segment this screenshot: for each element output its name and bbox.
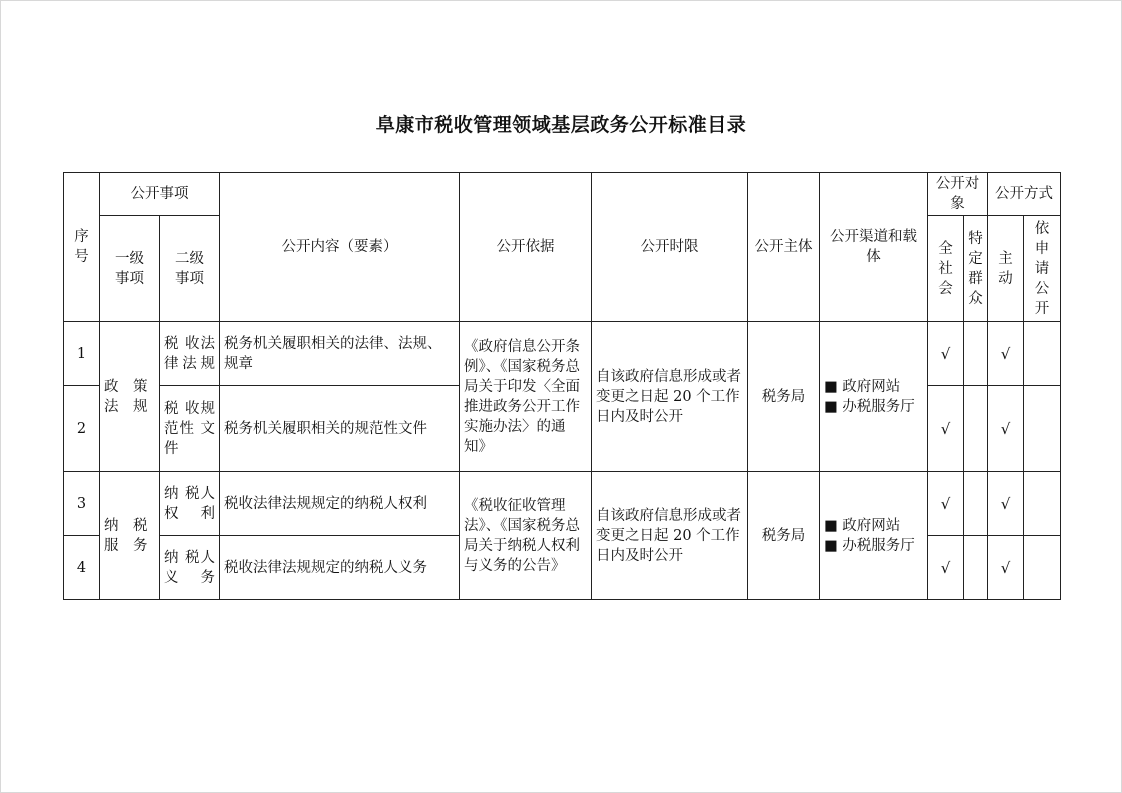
row-check-specific — [964, 472, 988, 536]
row-time-limit: 自该政府信息形成或者变更之日起 20 个工作日内及时公开 — [592, 472, 748, 600]
row-check-active: √ — [988, 386, 1024, 472]
row-level1: 纳 税服务 — [100, 472, 160, 600]
row-channel — [820, 472, 928, 600]
header-audience-specific: 特定群众 — [964, 216, 988, 322]
header-basis: 公开依据 — [460, 173, 592, 322]
row-check-specific — [964, 322, 988, 386]
header-time-limit: 公开时限 — [592, 173, 748, 322]
row-subject: 税务局 — [748, 472, 820, 600]
row-level2: 税 收规 范性 文件 — [160, 386, 220, 472]
header-subject: 公开主体 — [748, 173, 820, 322]
row-level2: 税 收法 律法规 — [160, 322, 220, 386]
row-check-request — [1024, 322, 1061, 386]
row-content: 税收法律法规规定的纳税人权利 — [220, 472, 460, 536]
header-method-active: 主动 — [988, 216, 1024, 322]
channel-website: ■ 政府网站 — [824, 517, 901, 534]
disclosure-catalog-table — [63, 172, 1061, 600]
row-check-active: √ — [988, 322, 1024, 386]
row-content: 税收法律法规规定的纳税人义务 — [220, 536, 460, 600]
row-seq: 1 — [64, 322, 100, 386]
row-basis: 《政府信息公开条例》、《国家税务总局关于印发〈全面推进政务公开工作实施办法〉的通知》 — [460, 322, 592, 472]
row-check-all: √ — [928, 322, 964, 386]
row-check-active: √ — [988, 472, 1024, 536]
header-level2: 二级事项 — [160, 216, 220, 322]
row-check-request — [1024, 386, 1061, 472]
row-level1: 政 策法规 — [100, 322, 160, 472]
header-row-1 — [64, 173, 1061, 216]
header-level1: 一级事项 — [100, 216, 160, 322]
table-row — [64, 472, 1061, 536]
row-level2: 纳 税人 权利 — [160, 472, 220, 536]
header-audience: 公开对象 — [928, 173, 988, 216]
row-content: 税务机关履职相关的规范性文件 — [220, 386, 460, 472]
header-method: 公开方式 — [988, 173, 1061, 216]
row-time-limit: 自该政府信息形成或者变更之日起 20 个工作日内及时公开 — [592, 322, 748, 472]
row-basis: 《税收征收管理法》、《国家税务总局关于纳税人权利与义务的公告》 — [460, 472, 592, 600]
header-method-request: 依申请公开 — [1024, 216, 1061, 322]
channel-website: ■ 政府网站 — [824, 378, 901, 395]
header-channel: 公开渠道和载体 — [820, 173, 928, 322]
header-seq: 序号 — [64, 173, 100, 322]
document-title: 阜康市税收管理领域基层政务公开标准目录 — [375, 114, 747, 136]
row-content: 税务机关履职相关的法律、法规、规章 — [220, 322, 460, 386]
channel-service-hall: ■ 办税服务厅 — [824, 537, 915, 554]
header-audience-all: 全社会 — [928, 216, 964, 322]
row-check-specific — [964, 386, 988, 472]
header-matter: 公开事项 — [100, 173, 220, 216]
row-level2: 纳 税人 义务 — [160, 536, 220, 600]
row-subject: 税务局 — [748, 322, 820, 472]
row-check-request — [1024, 472, 1061, 536]
row-seq: 3 — [64, 472, 100, 536]
channel-service-hall: ■ 办税服务厅 — [824, 398, 915, 415]
table-row — [64, 322, 1061, 386]
row-check-active: √ — [988, 536, 1024, 600]
row-check-all: √ — [928, 472, 964, 536]
row-check-request — [1024, 536, 1061, 600]
row-check-all: √ — [928, 386, 964, 472]
row-seq: 2 — [64, 386, 100, 472]
header-content: 公开内容（要素） — [220, 173, 460, 322]
row-check-all: √ — [928, 536, 964, 600]
row-seq: 4 — [64, 536, 100, 600]
row-channel — [820, 322, 928, 472]
row-check-specific — [964, 536, 988, 600]
